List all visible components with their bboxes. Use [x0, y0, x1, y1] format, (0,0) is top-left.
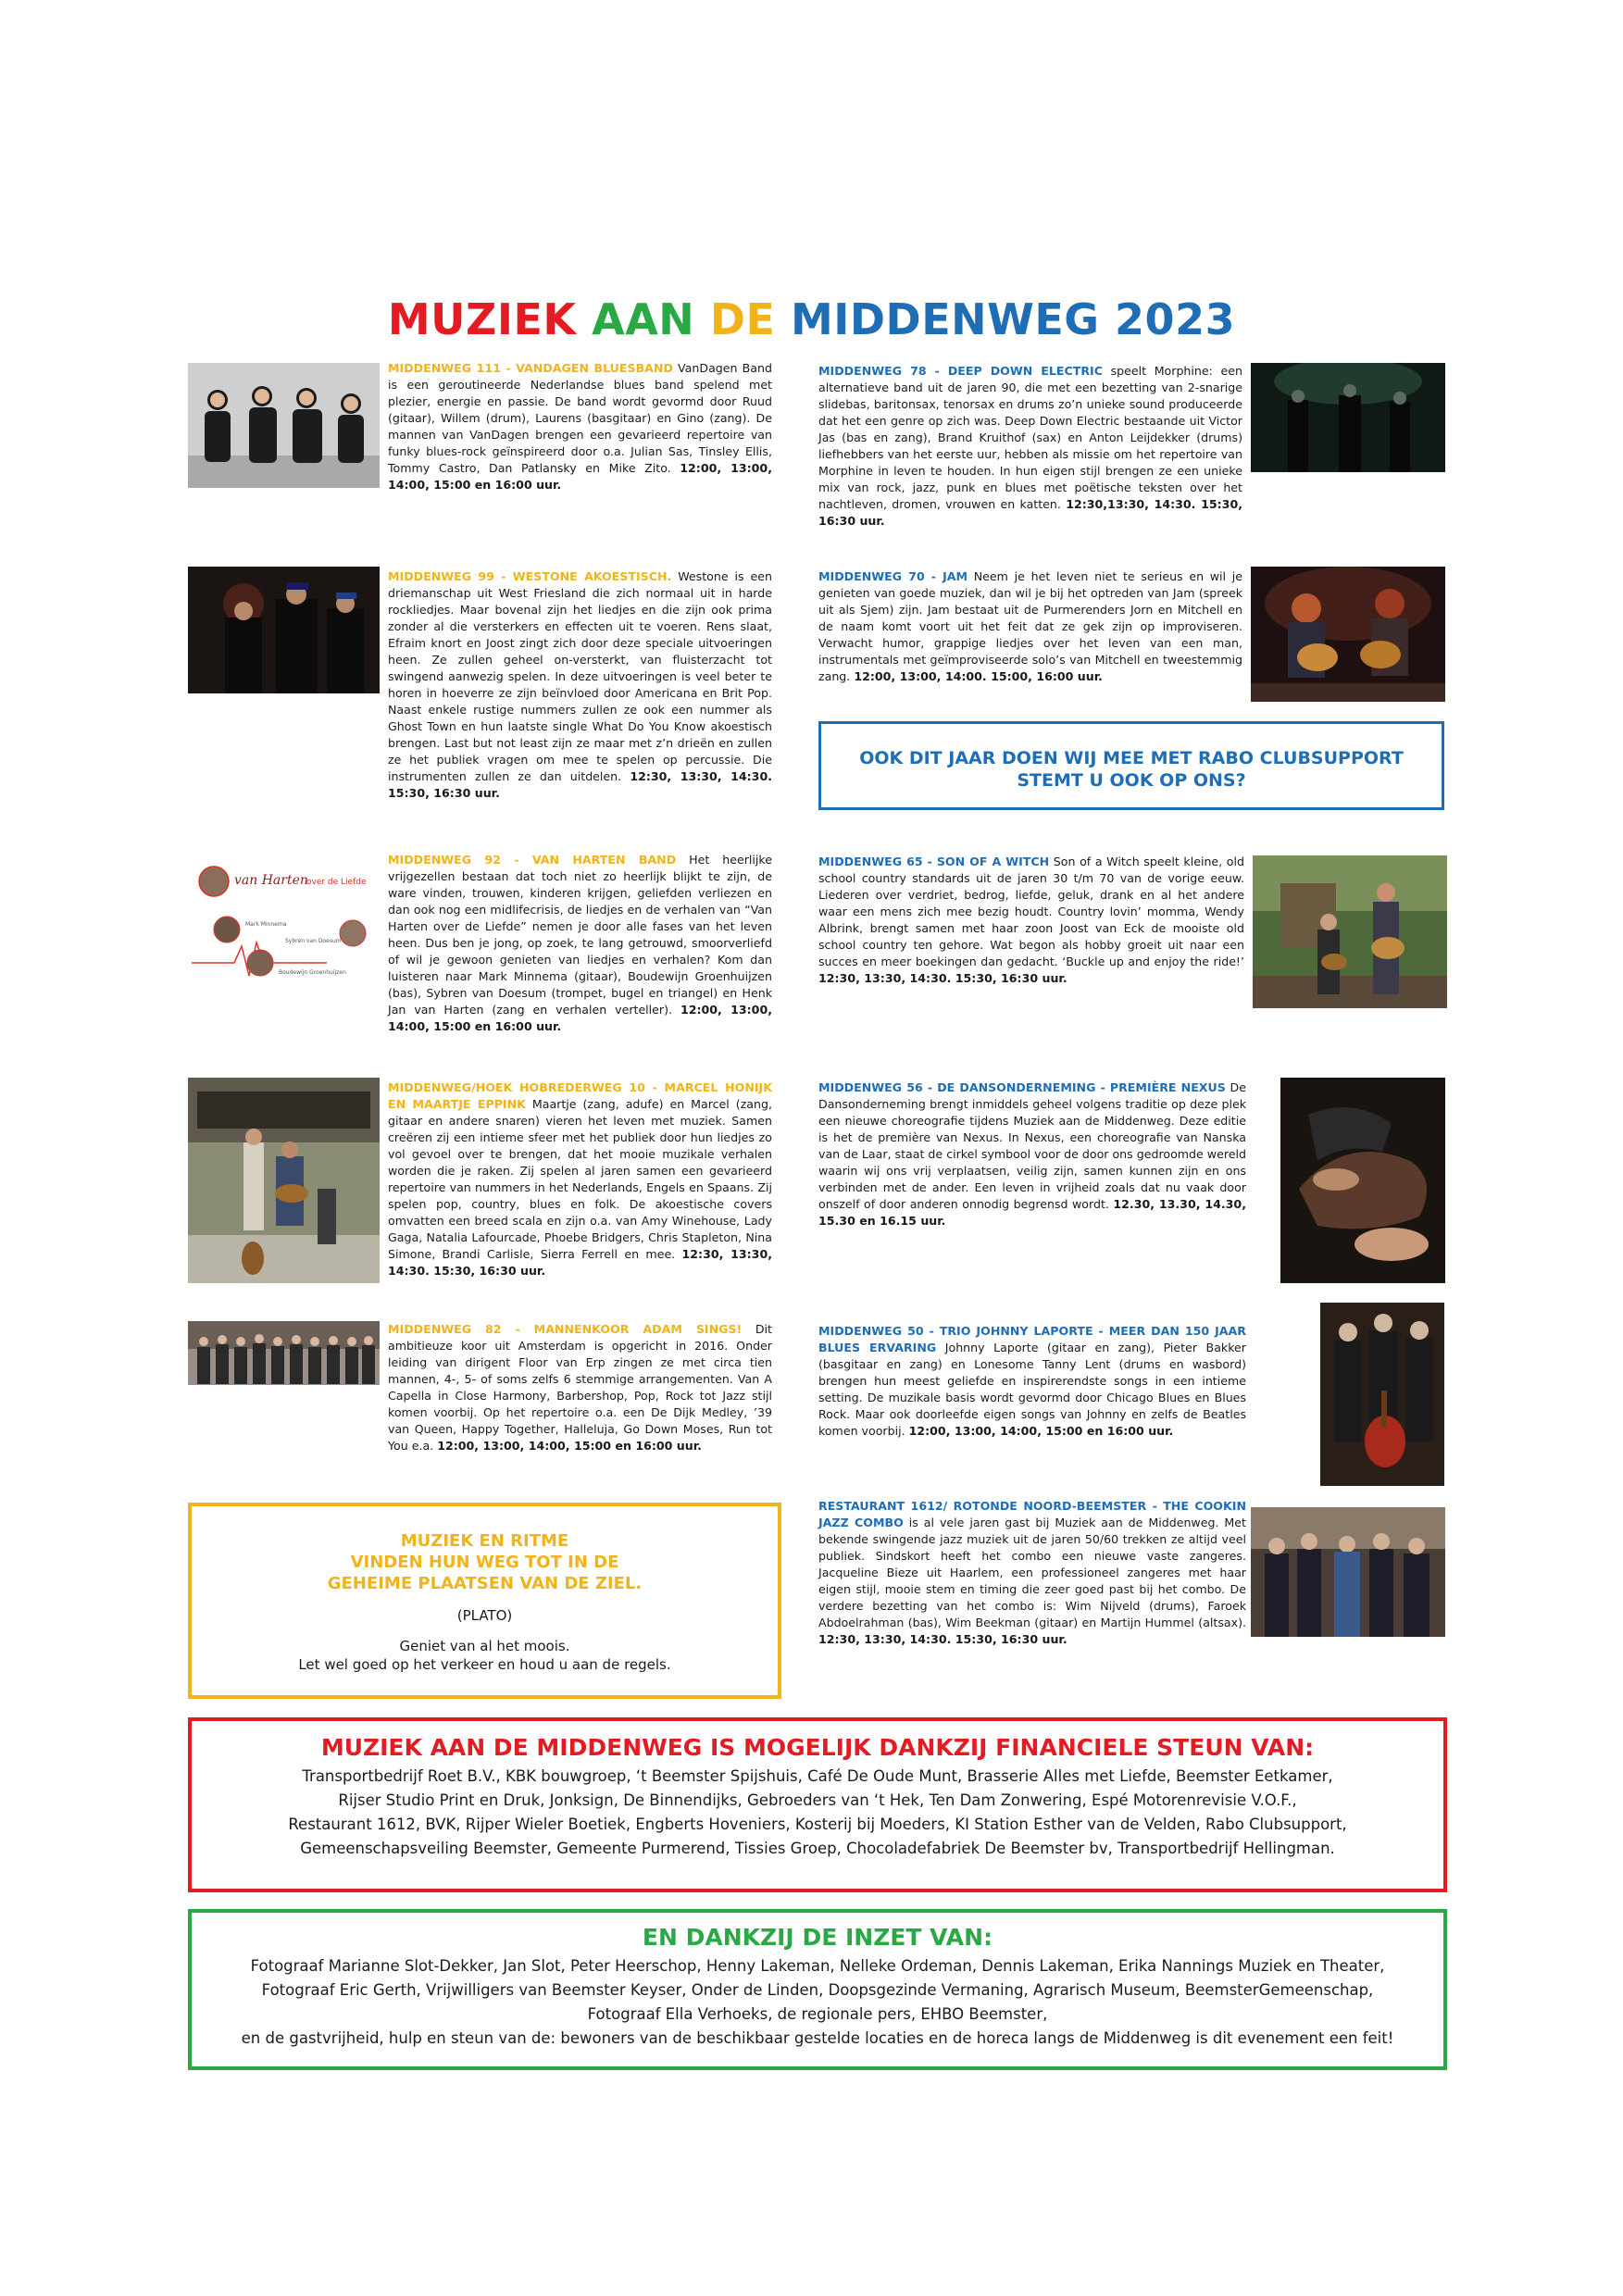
sponsors-line: Transportbedrijf Roet B.V., KBK bouwgroep, ‘t Beemster Spijshuis, Café De Oude Munt, Brasserie Alles met Liefde, Beemster Eetkamer, [302, 1767, 1333, 1785]
entry-heading: RESTAURANT 1612/ ROTONDE NOORD-BEEMSTER - THE COOKIN JAZZ COMBO [818, 1499, 1246, 1529]
entry-heading: MIDDENWEG 111 - VANDAGEN BLUESBAND [388, 361, 673, 375]
entry-times: 12:30,13:30, 14:30. 15:30, 16:30 uur. [818, 497, 1242, 528]
sponsors-line: Gemeenschapsveiling Beemster, Gemeente Purmerend, Tissies Groep, Chocoladefabriek De Beemster bv, Transportbedrijf Hellingman. [300, 1840, 1335, 1857]
entry-heading: MIDDENWEG 92 - VAN HARTEN BAND [388, 853, 677, 867]
entry-van-harten [388, 852, 772, 1035]
thanks-line: en de gastvrijheid, hulp en steun van de: bewoners van de beschikbaar gestelde locaties en de horeca langs de Middenweg is dit evenement een feit! [241, 2029, 1394, 2047]
quote-line-4: Geniet van al het moois. [399, 1638, 570, 1654]
sponsors-line: Rijser Studio Print en Druk, Jonksign, De Binnendijks, Gebroeders van ‘t Hek, Ten Dam Zonwering, Espé Motorenrevisie V.O.F., [338, 1791, 1297, 1809]
quote-author: (PLATO) [456, 1607, 513, 1624]
rabo-line-2: STEMT U OOK OP ONS? [1017, 770, 1246, 791]
quote-box [188, 1503, 781, 1699]
entry-adam-sings [388, 1321, 772, 1454]
rabo-clubsupport-box [818, 721, 1444, 810]
entry-heading: MIDDENWEG 78 - DEEP DOWN ELECTRIC [818, 364, 1103, 378]
entry-times: 12.30, 13.30, 14.30, 15.30 en 16.15 uur. [818, 1197, 1246, 1228]
entry-son-of-a-witch [818, 854, 1244, 987]
entry-body: VanDagen Band is een geroutineerde Nederlandse blues band spelend met plezier, energie en passie. De band wordt gevormd door Ruud (gitaar), Willem (drum), Laurens (basgitaar) en Gino (zang). De mannen van VanDagen brengen een gevarieerd repertoire van funky blues-rock geïnspireerd door o.a. Julian Sas, Tinsley Ellis, Tommy Castro, Dan Patlansky en Mike Zito. [388, 361, 772, 475]
entry-body: Maartje (zang, adufe) en Marcel (zang, gitaar en andere snaren) vieren het leven met muziek. Samen creëren zij een intieme sfeer met het publiek door hun liedjes zo vol gevoel over te brengen, dat het mooie muzikale verhalen worden die je raken. Zij spelen al jaren samen een gevarieerd repertoire van nummers in het Nederlands, Engels en Spaans. Zij spelen pop, country, blues en folk. De akoestische covers omvatten een breed scala en zijn o.a. van Amy Winehouse, Lady Gaga, Natalia Lafourcade, Phoebe Bridgers, Chris Stapleton, Nina Simone, Brandi Carlisle, Sierra Ferrell en mee. [388, 1097, 772, 1261]
quote-line-5: Let wel goed op het verkeer en houd u aan de regels. [298, 1656, 671, 1673]
van-harten-name-3: Boudewijn Groenhuijzen [279, 969, 346, 976]
entry-times: 12:30, 13:30, 14:30. 15:30, 16:30 uur. [388, 769, 772, 800]
entry-cookin-jazz [818, 1498, 1246, 1648]
page-title: MUZIEK AAN DE MIDDENWEG 2023 [387, 294, 1236, 344]
entry-westone [388, 568, 772, 802]
entry-body: Son of a Witch speelt kleine, old school country standards uit de jaren 30 t/m 70 van de vorige eeuw. Liederen over verdriet, bedrog, liefde, geluk, drank en al het andere waar een mens zich mee bezig houdt. Country lovin’ momma, Wendy Albrink, brengt samen met haar zoon Joost van Eck de mooiste old school country ten gehore. Wat begon als hobby groeit uit naar een succes en meer boekingen dan gedacht. ‘Buckle up and enjoy the ride!’ [818, 855, 1244, 968]
entry-times: 12:00, 13:00, 14:00, 15:00 en 16:00 uur. [908, 1424, 1174, 1438]
entry-vandagen [388, 360, 772, 493]
entry-dansonderneming [818, 1079, 1246, 1229]
van-harten-name-1: Mark Minnema [245, 921, 287, 928]
thanks-line: Fotograaf Ella Verhoeks, de regionale pers, EHBO Beemster, [587, 2005, 1048, 2023]
entry-times: 12:30, 13:30, 14:30. 15:30, 16:30 uur. [818, 971, 1067, 985]
sponsors-box [188, 1717, 1447, 1892]
entry-times: 12:00, 13:00, 14:00, 15:00 en 16:00 uur. [388, 1003, 772, 1033]
thanks-line: Fotograaf Marianne Slot-Dekker, Jan Slot, Peter Heerschop, Henny Lakeman, Nelleke Ordeman, Dennis Lakeman, Erika Nannings Muziek en Theater, [250, 1957, 1385, 1975]
entry-heading: MIDDENWEG 82 - MANNENKOOR ADAM SINGS! [388, 1322, 743, 1336]
entry-heading: MIDDENWEG 65 - SON OF A WITCH [818, 855, 1050, 868]
entry-heading: MIDDENWEG/HOEK HOBREDERWEG 10 - MARCEL HONIJK EN MAARTJE EPPINK [388, 1080, 772, 1111]
thanks-line: Fotograaf Eric Gerth, Vrijwilligers van Beemster Keyser, Onder de Linden, Doopsgezinde Vermaning, Agrarisch Museum, BeemsterGemeenschap, [261, 1981, 1374, 1999]
van-harten-brand: van Harten [234, 873, 308, 888]
entry-honijk-eppink [388, 1079, 772, 1279]
entry-heading: MIDDENWEG 56 - DE DANSONDERNEMING - PREMIÈRE NEXUS [818, 1080, 1226, 1094]
quote-line-3: GEHEIME PLAATSEN VAN DE ZIEL. [327, 1574, 643, 1593]
deep-down-electric-photo [1251, 363, 1445, 472]
entry-heading: MIDDENWEG 50 - TRIO JOHNNY LAPORTE - MEER DAN 150 JAAR BLUES ERVARING [818, 1324, 1246, 1354]
quote-line-2: VINDEN HUN WEG TOT IN DE [350, 1553, 619, 1572]
entry-body: Neem je het leven niet te serieus en wil je genieten van goede muziek, dan wil je bij het optreden van Jam (spreek uit als Sjem) zijn. Jam bestaat uit de Purmerenders Jorn en Mitchell en de naam komt voort uit het feit dat ze gek zijn op improviseren. Verwacht humor, grappige liedjes over het leven van een man, instrumentals met geïmproviseerde solo’s van Mitchell en tweestemmig zang. [818, 569, 1242, 683]
entry-heading: MIDDENWEG 99 - WESTONE AKOESTISCH. [388, 569, 672, 583]
johnny-laporte-photo [1320, 1303, 1444, 1486]
thanks-heading: EN DANKZIJ DE INZET VAN: [642, 1924, 993, 1951]
son-of-a-witch-photo [1253, 855, 1447, 1008]
van-harten-sub: over de Liefde [306, 878, 367, 887]
entry-body: Het heerlijke vrijgezellen bestaan dat toch niet zo heerlijk blijkt te zijn, de ware vinden, trouwen, kinderen krijgen, geliefden verliezen en dan ook nog een midlifecrisis, de liedjes en de verhalen van “Van Harten over de Liefde” nemen je door alle fases van het leven heen. Dus ben je jong, op zoek, te lang getrouwd, smoorverliefd of wil je gewoon genieten van liedjes en verhalen? Kom dan luisteren naar Mark Minnema (gitaar), Boudewijn Groenhuijzen (bas), Sybren van Doesum (trompet, bugel en triangel) en Henk Jan van Harten (zang en verhalen verteller). [388, 853, 772, 1017]
entry-body: speelt Morphine: een alternatieve band uit de jaren 90, die met een bezetting van 2-snarige slidebas, baritonsax, tenorsax en drums zo’n unieke sound produceerde dat het een genre op zich was. Deep Down Electric bestaande uit Victor Jas (bas en zang), Brand Kruithof (sax) en Anton Leijdekker (drums) liefhebbers van het eerste uur, hebben als missie om het repertoire van Morphine in leven te houden. In hun eigen stijl brengen ze een unieke mix van rock, jazz, punk en blues met poëtische teksten over het nachtleven, dromen, vrouwen en katten. [818, 364, 1242, 511]
entry-times: 12:00, 13:00, 14:00, 15:00 en 16:00 uur. [388, 461, 772, 492]
dansonderneming-photo [1280, 1078, 1445, 1283]
rabo-line-1: OOK DIT JAAR DOEN WIJ MEE MET RABO CLUBSUPPORT [859, 748, 1404, 768]
entry-body: De Dansonderneming brengt inmiddels geheel volgens traditie op deze plek een nieuwe choreografie tijdens Muziek aan de Middenweg. Deze editie is het de première van Nexus. In Nexus, een choreografie van Nanska van de Laar, staat de cirkel symbool voor de door ons gedroomde wereld waarin wij ons vrij verplaatsen, veilig zijn, samen kunnen zijn en ons verbinden met de ander. Een leven in vrijheid zoals dat nu vaak door onszelf of door anderen onnodig begrensd wordt. [818, 1080, 1246, 1211]
entry-jam [818, 568, 1242, 685]
van-harten-name-2: Sybren van Doesum [285, 938, 342, 944]
honijk-eppink-photo [188, 1078, 380, 1283]
vandagen-band-photo [188, 363, 380, 488]
westone-photo [188, 567, 380, 693]
sponsors-heading: MUZIEK AAN DE MIDDENWEG IS MOGELIJK DANKZIJ FINANCIELE STEUN VAN: [320, 1734, 1315, 1761]
jam-photo [1251, 567, 1445, 702]
entry-body: Dit ambitieuze koor uit Amsterdam is opgericht in 2016. Onder leiding van dirigent Floor van Erp zingen ze met circa tien mannen, 4-, 5- of soms zelfs 6 stemmige arrangementen. Van A Capella in Close Harmony, Barbershop, Pop, Rock tot Jazz stijl komen voorbij. Op het repertoire o.a. een De Dijk Medley, ’39 van Queen, Happy Together, Halleluja, Go Down Moses, Run tot You e.a. [388, 1322, 772, 1453]
entry-times: 12:00, 13:00, 14:00, 15:00 en 16:00 uur. [437, 1439, 702, 1453]
entry-body: Johnny Laporte (gitaar en zang), Pieter Bakker (basgitaar en zang) en Lonesome Tanny Lent (drums en wasbord) brengen hun meest geliefde en inspirerendste songs in een intieme setting. De muzikale basis wordt gevormd door Chicago Blues en Blues Rock. Maar ook doorleefde eigen songs van Johnny en zelfs de Beatles komen voorbij. [818, 1341, 1246, 1438]
entry-body: Westone is een driemanschap uit West Friesland die zich normaal uit in harde rockliedjes. Maar bovenal zijn het liedjes en die zijn ook prima zonder al die versterkers en effecten uit te voeren. Rens slaat, Efraim knort en Joost zingt zich door deze speciale uitvoeringen heen. Ze zullen geheel on-versterkt, van fluisterzacht tot swingend aanwezig spelen. In deze uitvoeringen is veel beter te horen in hoeverre ze zijn beïnvloed door Americana en Brit Pop. Naast enkele rustige nummers zullen ze ook een nummer als Ghost Town en hun laatste single What Do You Know akoestisch brengen. Last but not least zijn ze maar met z’n drieën en zullen ze het publiek vragen om mee te spelen op percussie. Die instrumenten zullen ze dan uitdelen. [388, 569, 772, 783]
entry-times: 12:30, 13:30, 14:30. 15:30, 16:30 uur. [388, 1247, 772, 1278]
entry-heading: MIDDENWEG 70 - JAM [818, 569, 968, 583]
entry-deep-down-electric [818, 363, 1242, 530]
entry-body: is al vele jaren gast bij Muziek aan de Middenweg. Met bekende swingende jazz muziek uit de jaren 50/60 trekken ze altijd veel publiek. Sindskort heeft het combo een nieuwe vaste zangeres. Jacqueline Bieze uit Haarlem, een professioneel zangeres met haar eigen stijl, mooie stem en timing die zeer goed past bij het combo. De verdere bezetting van het combo is: Wim Nijveld (drums), Faroek Abdoelrahman (bas), Wim Beekman (gitaar) en Martijn Hummel (altsax). [818, 1516, 1246, 1629]
van-harten-logo [188, 854, 378, 991]
entry-times: 12:30, 13:30, 14:30. 15:30, 16:30 uur. [818, 1632, 1067, 1646]
adam-sings-photo [188, 1321, 380, 1385]
quote-line-1: MUZIEK EN RITME [400, 1531, 569, 1551]
sponsors-line: Restaurant 1612, BVK, Rijper Wieler Boetiek, Engberts Hoveniers, Kosterij bij Moeders, KI Station Esther van de Velden, Rabo Clubsupport, [288, 1816, 1347, 1833]
entry-times: 12:00, 13:00, 14:00. 15:00, 16:00 uur. [854, 669, 1103, 683]
entry-johnny-laporte [818, 1323, 1246, 1440]
cookin-jazz-combo-photo [1251, 1507, 1445, 1637]
thanks-box [188, 1909, 1447, 2070]
